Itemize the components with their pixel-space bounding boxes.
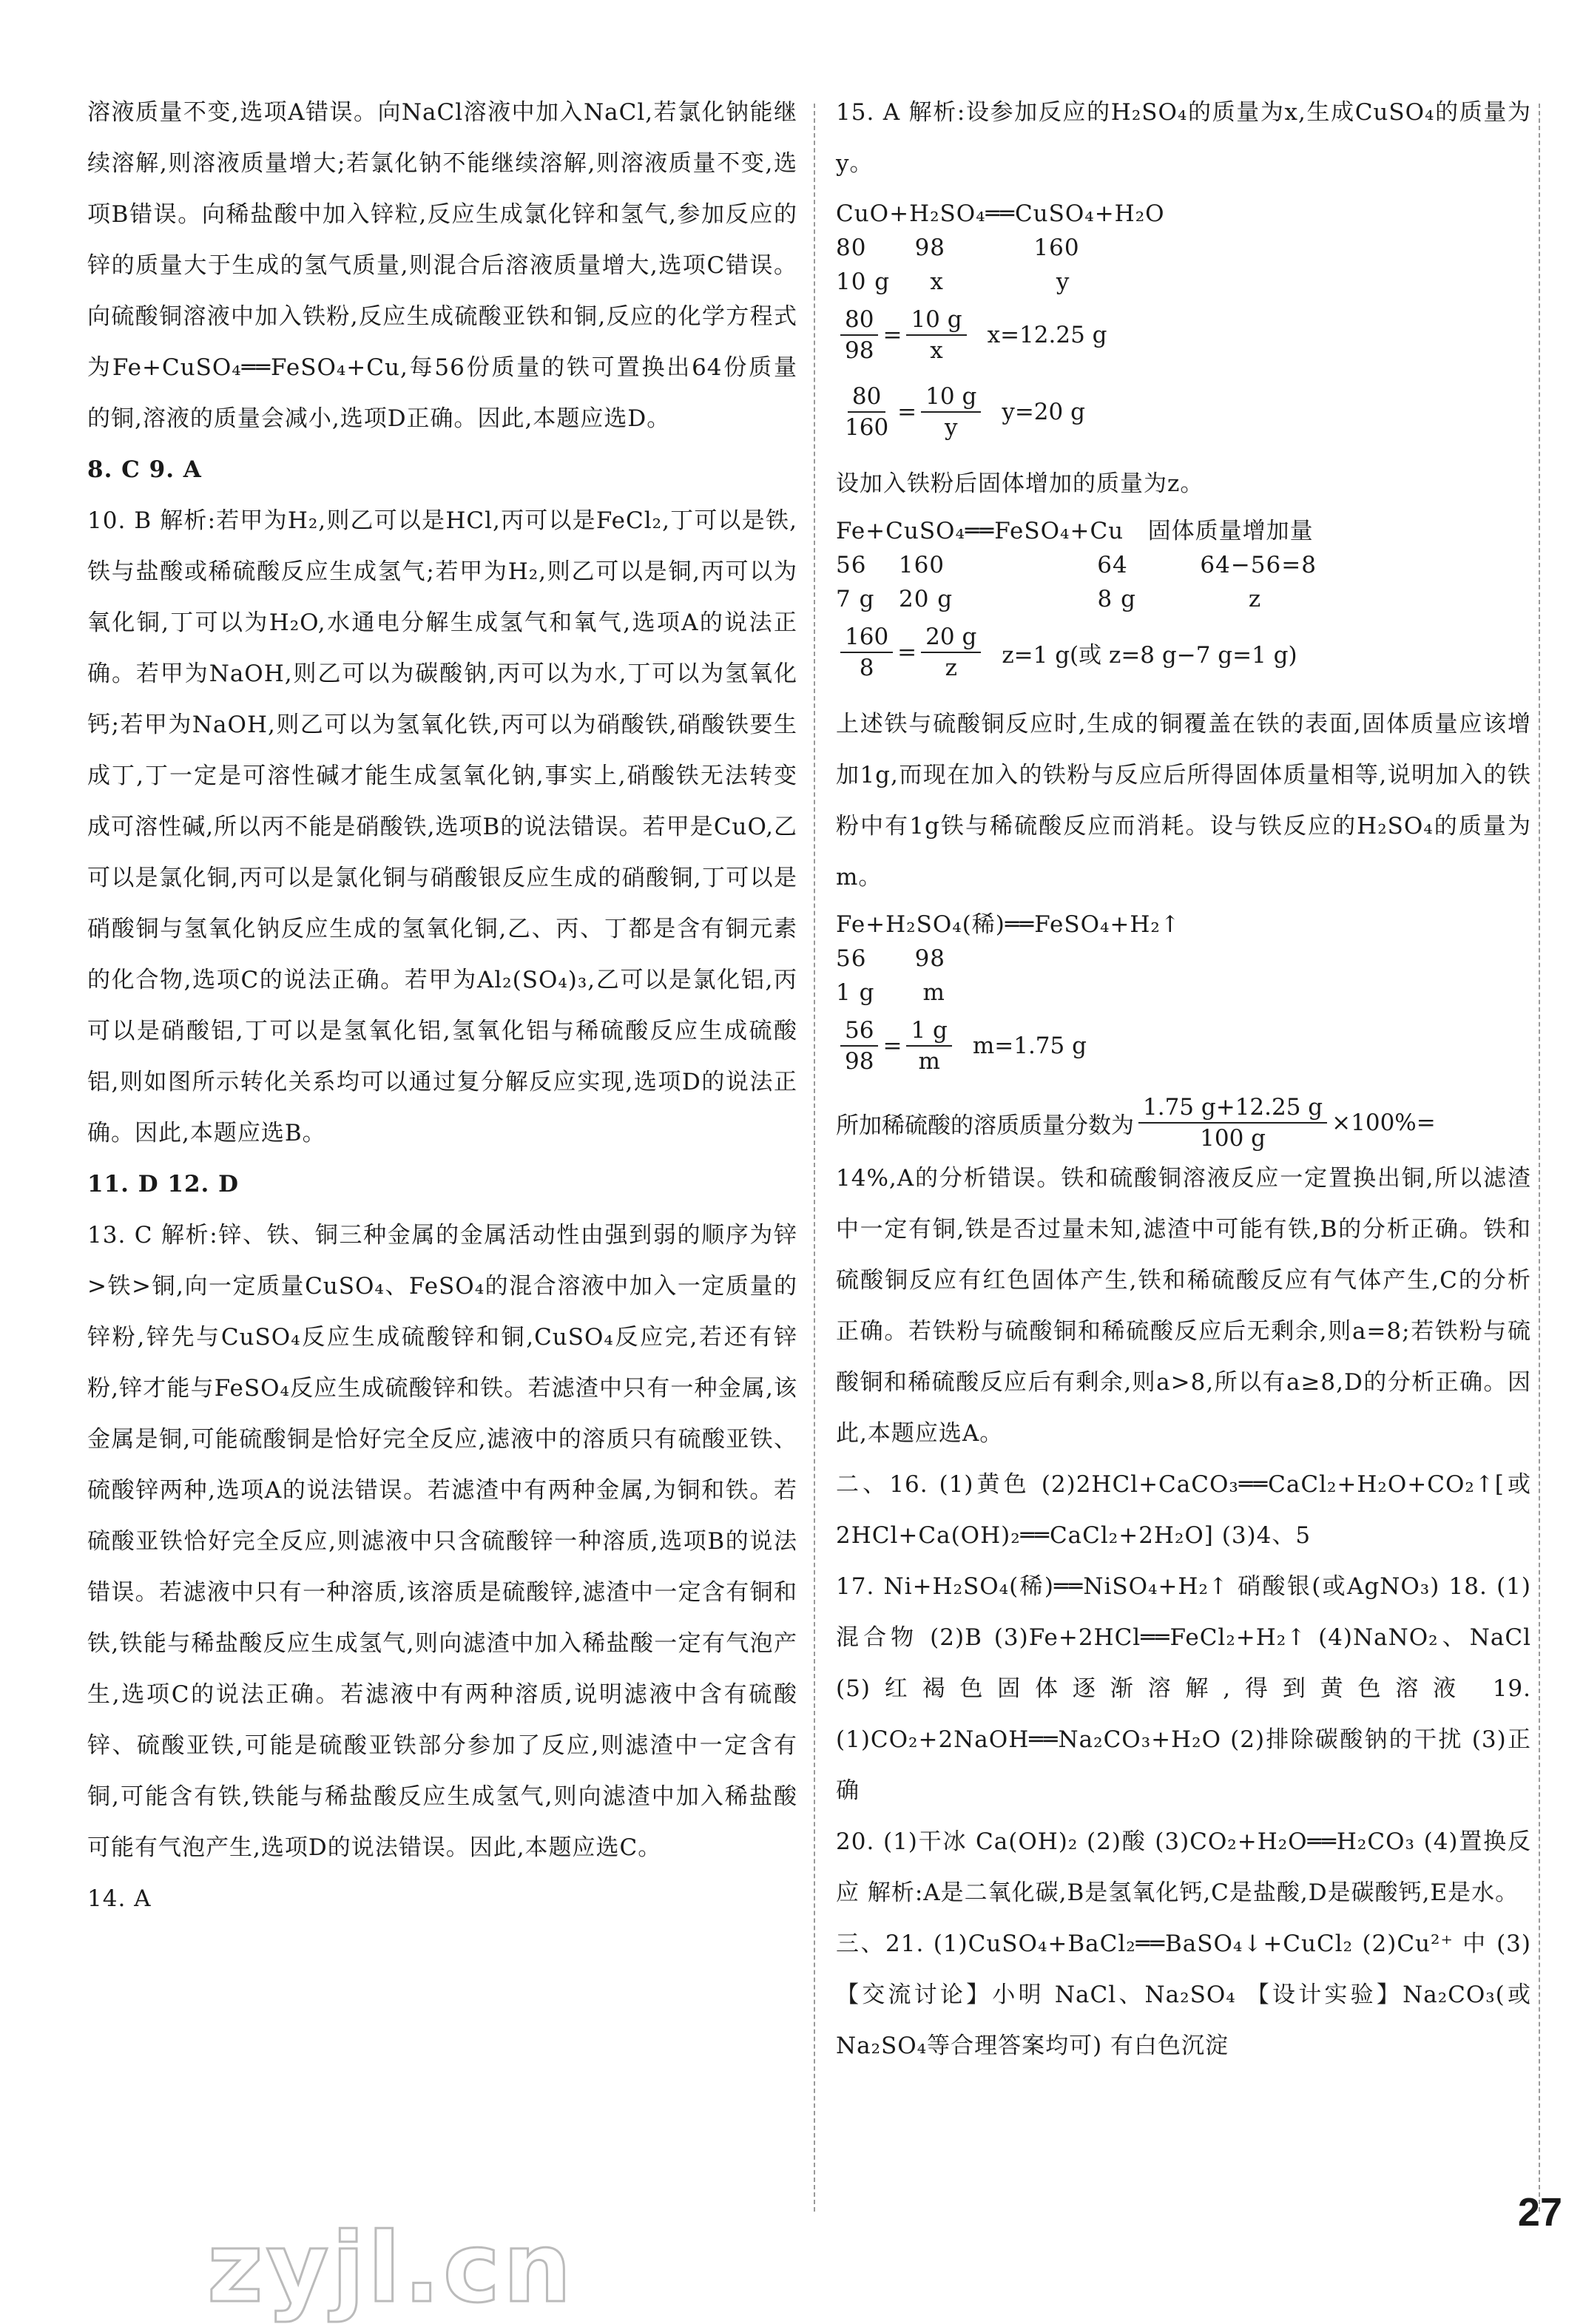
result: y=20 g — [1002, 399, 1085, 425]
fraction — [906, 1016, 951, 1076]
answer-paragraph-20: 20. (1)干冰 Ca(OH)₂ (2)酸 (3)CO₂+H₂O══H₂CO₃ (4)置换反应 解析:A是二氧化碳,B是氢氧化钙,C是盐酸,D是碳酸钙,E是水。 — [836, 1828, 1531, 1906]
equals-sign: = — [897, 639, 917, 666]
equation-block-1 — [836, 197, 1531, 299]
fraction — [840, 305, 878, 365]
numerator: 1 g — [906, 1016, 951, 1047]
answer-paragraph-16: 二、16. (1)黄色 (2)2HCl+CaCO₃══CaCl₂+H₂O+CO₂↑[或2HCl+Ca(OH)₂══CaCl₂+2H₂O] (3)4、5 — [836, 1471, 1531, 1549]
fraction — [921, 622, 981, 683]
right-column — [836, 87, 1531, 2072]
denominator: 98 — [845, 337, 874, 364]
fraction — [840, 382, 893, 442]
result: z=1 g(或 z=8 g−7 g=1 g) — [1002, 641, 1297, 669]
denominator: 160 — [845, 414, 889, 441]
equation-line: 56 160 64 64−56=8 — [836, 552, 1317, 578]
answer-line-11-12: 11. D 12. D — [87, 1171, 240, 1198]
equation-line: 80 98 160 — [836, 234, 1080, 261]
fraction-equation-4 — [836, 1016, 1531, 1076]
answer-paragraph-13: 13. C 解析:锌、铁、铜三种金属的金属活动性由强到弱的顺序为锌>铁>铜,向一定质量CuSO₄、FeSO₄的混合溶液中加入一定质量的锌粉,锌先与CuSO₄反应生成硫酸锌和铜,CuSO₄反应完,若还有锌粉,锌才能与FeSO₄反应生成硫酸锌和铁。若滤渣中只有一种金属,该金属是铜,可能硫酸铜是恰好完全反应,滤液中的溶质只有硫酸亚铁、硫酸锌两种,选项A的说法错误。若滤渣中有两种金属,为铜和铁。若硫酸亚铁恰好完全反应,则滤液中只含硫酸锌一种溶质,选项B的说法错误。若滤液中只有一种溶质,该溶质是硫酸锌,滤渣中一定含有铜和铁,铁能与稀盐酸反应生成氢气,则向滤渣中加入稀盐酸一定有气泡产生,选项C的说法正确。若滤液中有两种溶质,说明滤液中含有硫酸锌、硫酸亚铁,可能是硫酸亚铁部分参加了反应,则滤渣中一定含有铜,可能含有铁,铁能与稀盐酸反应生成氢气,则向滤渣中加入稀盐酸可能有气泡产生,选项D的说法错误。因此,本题应选C。 — [87, 1222, 797, 1861]
denominator: x — [930, 337, 943, 364]
fraction — [840, 622, 893, 683]
numerator: 56 — [840, 1016, 878, 1047]
fraction-equation-1 — [836, 305, 1531, 365]
fraction-equation-2 — [836, 382, 1531, 442]
equation-line: 10 g x y — [836, 268, 1070, 295]
equation-block-2 — [836, 514, 1531, 616]
answer-paragraph: 溶液质量不变,选项A错误。向NaCl溶液中加入NaCl,若氯化钠能继续溶解,则溶液质量增大;若氯化钠不能继续溶解,则溶液质量不变,选项B错误。向稀盐酸中加入锌粒,反应生成氯化锌和氢气,参加反应的锌的质量大于生成的氢气质量,则混合后溶液质量增大,选项C错误。向硫酸铜溶液中加入铁粉,反应生成硫酸亚铁和铜,反应的化学方程式为Fe+CuSO₄══FeSO₄+Cu,每56份质量的铁可置换出64份质量的铜,溶液的质量会减小,选项D正确。因此,本题应选D。 — [87, 99, 797, 432]
equation-line: CuO+H₂SO₄══CuSO₄+H₂O — [836, 200, 1165, 227]
percent-prefix: 所加稀硫酸的溶质质量分数为 — [836, 1112, 1134, 1139]
denominator: 100 g — [1200, 1125, 1266, 1152]
fraction — [921, 382, 981, 442]
percent-equation — [836, 1092, 1531, 1153]
equation-line: 7 g 20 g 8 g z — [836, 586, 1262, 612]
equals-sign: = — [882, 322, 902, 348]
answer-line-14: 14. A — [87, 1885, 152, 1912]
text-paragraph: 上述铁与硫酸铜反应时,生成的铜覆盖在铁的表面,固体质量应该增加1g,而现在加入的铁粉与反应后所得固体质量相等,说明加入的铁粉中有1g铁与稀硫酸反应而消耗。设与铁反应的H₂SO₄的质量为m。 — [836, 711, 1531, 891]
numerator: 1.75 g+12.25 g — [1138, 1092, 1327, 1124]
equation-line: 56 98 — [836, 945, 946, 972]
equation-line: Fe+H₂SO₄(稀)══FeSO₄+H₂↑ — [836, 911, 1181, 938]
left-column — [87, 87, 797, 1925]
numerator: 160 — [840, 622, 893, 653]
fraction-equation-3 — [836, 622, 1531, 683]
answer-paragraph-17-19: 17. Ni+H₂SO₄(稀)══NiSO₄+H₂↑ 硝酸银(或AgNO₃) 18. (1)混合物 (2)B (3)Fe+2HCl══FeCl₂+H₂↑ (4)NaNO₂、NaCl (5)红褐色固体逐渐溶解,得到黄色溶液 19. (1)CO₂+2NaOH══Na₂CO₃+H₂O (2)排除碳酸钠的干扰 (3)正确 — [836, 1573, 1531, 1804]
numerator: 80 — [848, 382, 885, 413]
numerator: 20 g — [921, 622, 981, 653]
answer-paragraph-21: 三、21. (1)CuSO₄+BaCl₂══BaSO₄↓+CuCl₂ (2)Cu²⁺ 中 (3)【交流讨论】小明 NaCl、Na₂SO₄ 【设计实验】Na₂CO₃(或Na₂SO₄等合理答案均可) 有白色沉淀 — [836, 1931, 1531, 2059]
denominator: m — [918, 1048, 940, 1075]
denominator: 8 — [859, 655, 874, 681]
result: x=12.25 g — [987, 322, 1107, 348]
text-line: 设加入铁粉后固体增加的质量为z。 — [836, 470, 1204, 497]
right-edge-divider — [1539, 104, 1540, 2212]
denominator: 98 — [845, 1048, 874, 1075]
watermark: zyjl.cn — [207, 2212, 575, 2324]
equals-sign: = — [897, 399, 917, 425]
denominator: z — [945, 655, 957, 681]
equals-sign: = — [882, 1033, 902, 1059]
percent-suffix: ×100%= — [1331, 1109, 1436, 1136]
fraction — [840, 1016, 878, 1076]
text-paragraph: 14%,A的分析错误。铁和硫酸铜溶液反应一定置换出铜,所以滤渣中一定有铜,铁是否过量未知,滤渣中可能有铁,B的分析正确。铁和硫酸铜反应有红色固体产生,铁和稀硫酸反应有气体产生,C的分析正确。若铁粉与硫酸铜和稀硫酸反应后无剩余,则a=8;若铁粉与硫酸铜和稀硫酸反应后有剩余,则a>8,所以有a≥8,D的分析正确。因此,本题应选A。 — [836, 1165, 1531, 1447]
equation-block-3 — [836, 908, 1531, 1010]
fraction — [1138, 1092, 1327, 1153]
numerator: 10 g — [921, 382, 981, 413]
result: m=1.75 g — [972, 1033, 1087, 1059]
answer-paragraph-10: 10. B 解析:若甲为H₂,则乙可以是HCl,丙可以是FeCl₂,丁可以是铁,铁与盐酸或稀硫酸反应生成氢气;若甲为H₂,则乙可以是铜,丙可以为氧化铜,丁可以为H₂O,水通电分解生成氢气和氧气,选项A的说法正确。若甲为NaOH,则乙可以为碳酸钠,丙可以为水,丁可以为氢氧化钙;若甲为NaOH,则乙可以为氢氧化铁,丙可以为硝酸铁,硝酸铁要生成丁,丁一定是可溶性碱才能生成氢氧化钠,事实上,硝酸铁无法转变成可溶性碱,所以丙不能是硝酸铁,选项B的说法错误。若甲是CuO,乙可以是氯化铜,丙可以是氯化铜与硝酸银反应生成的硝酸铜,丁可以是硝酸铜与氢氧化钠反应生成的氢氧化铜,乙、丙、丁都是含有铜元素的化合物,选项C的说法正确。若甲为Al₂(SO₄)₃,乙可以是氯化铝,丙可以是硝酸铝,丁可以是氢氧化铝,氢氧化铝与稀硫酸反应生成硫酸铝,则如图所示转化关系均可以通过复分解反应实现,选项D的说法正确。因此,本题应选B。 — [87, 507, 797, 1146]
answer-line-8-9: 8. C 9. A — [87, 456, 202, 483]
numerator: 10 g — [906, 305, 966, 336]
numerator: 80 — [840, 305, 878, 336]
column-divider — [814, 104, 815, 2212]
equation-line: Fe+CuSO₄══FeSO₄+Cu 固体质量增加量 — [836, 518, 1314, 544]
page-number: 27 — [1517, 2190, 1562, 2235]
fraction — [906, 305, 966, 365]
answer-paragraph-15: 15. A 解析:设参加反应的H₂SO₄的质量为x,生成CuSO₄的质量为y。 — [836, 99, 1531, 177]
equation-line: 1 g m — [836, 979, 945, 1006]
denominator: y — [944, 414, 958, 441]
